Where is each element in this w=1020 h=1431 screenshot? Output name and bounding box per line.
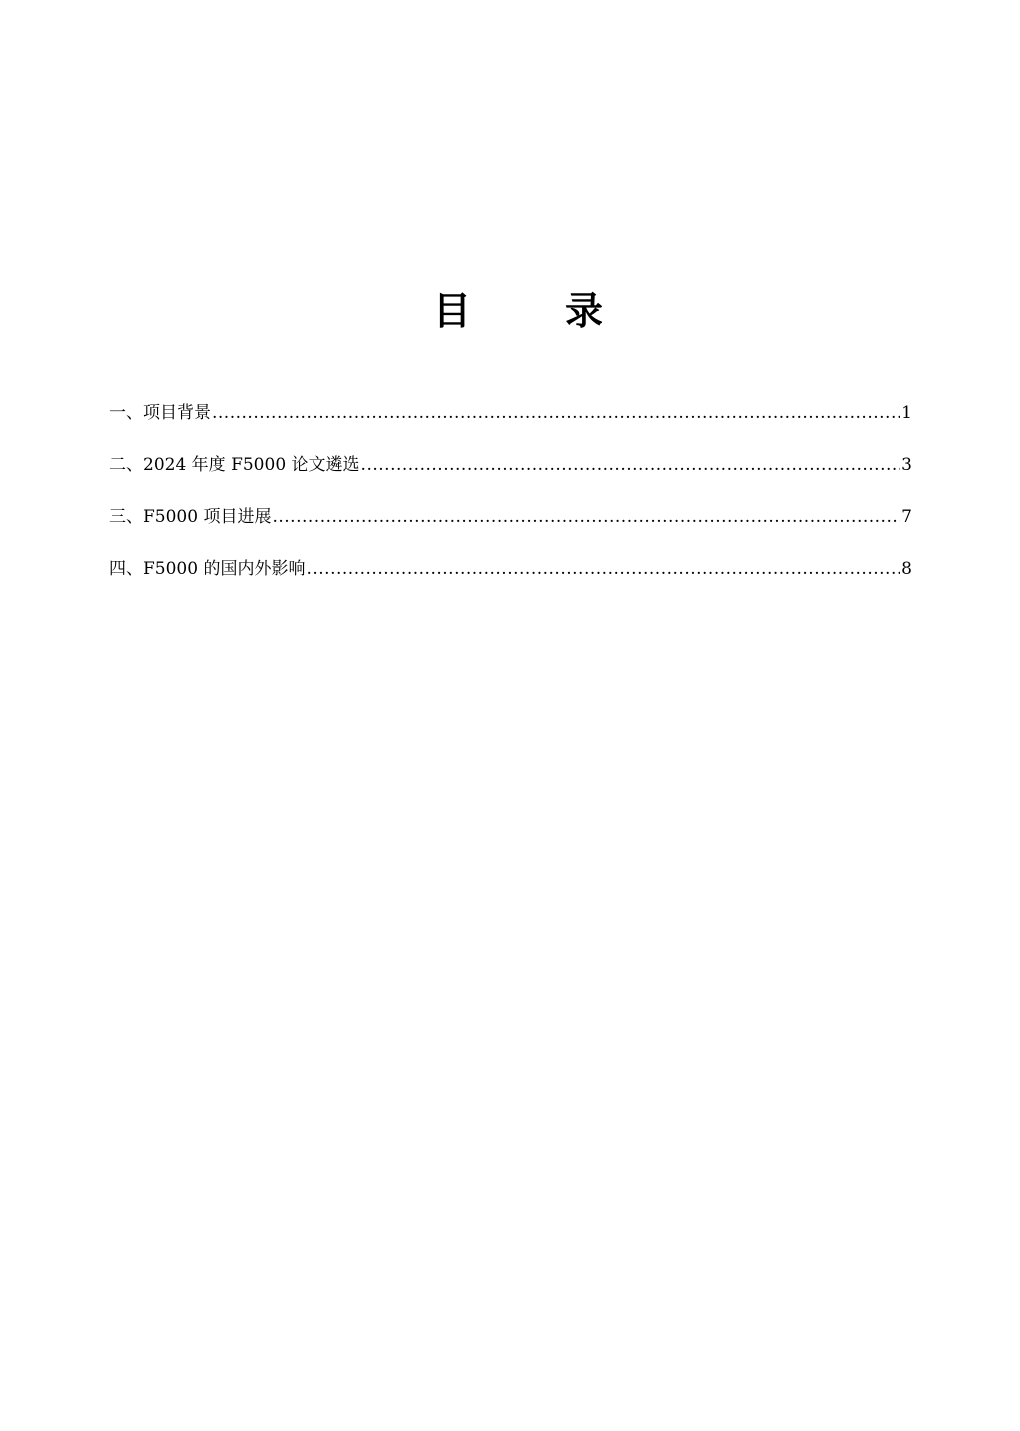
toc-entry[interactable] [109,399,912,451]
toc-entry[interactable] [109,451,912,503]
toc-dot-leader [361,451,901,479]
toc-dot-leader [212,399,900,427]
toc-entry-page-number: 8 [901,559,912,579]
toc-entry-label: 一、项目背景 [109,403,211,423]
toc-entry-page-number: 7 [901,507,912,527]
table-of-contents [109,399,912,607]
toc-dot-leader [272,503,900,531]
toc-entry-page-number: 1 [901,403,912,423]
toc-entry[interactable] [109,503,912,555]
toc-entry-label: 三、F5000 项目进展 [109,507,272,527]
toc-entry-page-number: 3 [901,455,912,475]
toc-title: 目 录 [432,288,631,333]
toc-entry-label: 二、2024 年度 F5000 论文遴选 [109,455,360,475]
toc-entry[interactable] [109,555,912,607]
toc-dot-leader [306,555,900,583]
toc-entry-label: 四、F5000 的国内外影响 [109,559,306,579]
